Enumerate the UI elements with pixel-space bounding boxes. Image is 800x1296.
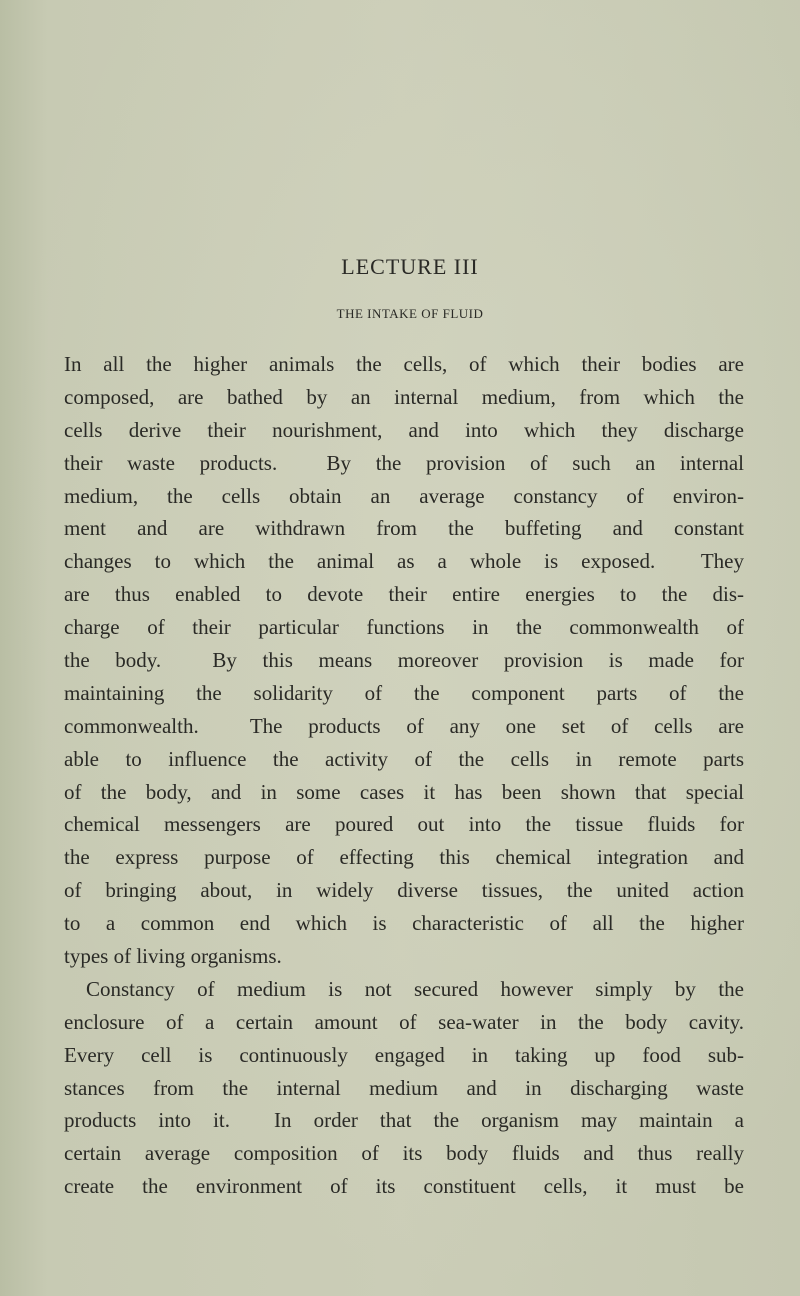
text-line: commonwealth. The products of any one set of cells are <box>64 713 744 738</box>
text-line: products into it. In order that the organism may maintain a <box>64 1108 744 1133</box>
text-line: create the environment of its constituent cells, it must be <box>64 1174 744 1199</box>
lecture-title: LECTURE III <box>341 254 479 279</box>
text-line: maintaining the solidarity of the component parts of the <box>64 680 744 705</box>
text-line: the express purpose of effecting this chemical integration and <box>64 845 744 870</box>
text-line: the body. By this means moreover provision is made for <box>64 648 744 673</box>
text-line: Constancy of medium is not secured however simply by the <box>86 976 744 1001</box>
chapter-subtitle: THE INTAKE OF FLUID <box>336 306 484 321</box>
text-line: are thus enabled to devote their entire energies to the dis- <box>64 582 744 607</box>
text-line: able to influence the activity of the cells in remote parts <box>64 746 744 771</box>
text-line: their waste products. By the provision of such an internal <box>64 450 744 475</box>
text-line: In all the higher animals the cells, of which their bodies are <box>64 352 744 376</box>
text-line: Every cell is continuously engaged in taking up food sub- <box>64 1042 744 1067</box>
text-line: certain average composition of its body fluids and thus really <box>64 1141 744 1166</box>
text-line: composed, are bathed by an internal medium, from which the <box>64 384 744 409</box>
text-line: medium, the cells obtain an average constancy of environ- <box>64 483 744 508</box>
text-line: of the body, and in some cases it has been shown that special <box>64 779 744 804</box>
text-line: enclosure of a certain amount of sea-water in the body cavity. <box>64 1009 744 1034</box>
text-line: cells derive their nourishment, and into which they discharge <box>64 417 744 442</box>
text-line: stances from the internal medium and in discharging waste <box>64 1075 744 1100</box>
text-line: types of living organisms. <box>64 944 282 969</box>
text-line: charge of their particular functions in the commonwealth of <box>64 615 744 640</box>
text-line: chemical messengers are poured out into the tissue fluids for <box>64 812 744 837</box>
body-text <box>64 348 744 1203</box>
text-line: of bringing about, in widely diverse tissues, the united action <box>64 878 744 903</box>
text-line: to a common end which is characteristic of all the higher <box>64 911 744 936</box>
text-line: ment and are withdrawn from the buffeting and constant <box>64 516 744 541</box>
text-line: changes to which the animal as a whole is exposed. They <box>64 549 744 574</box>
